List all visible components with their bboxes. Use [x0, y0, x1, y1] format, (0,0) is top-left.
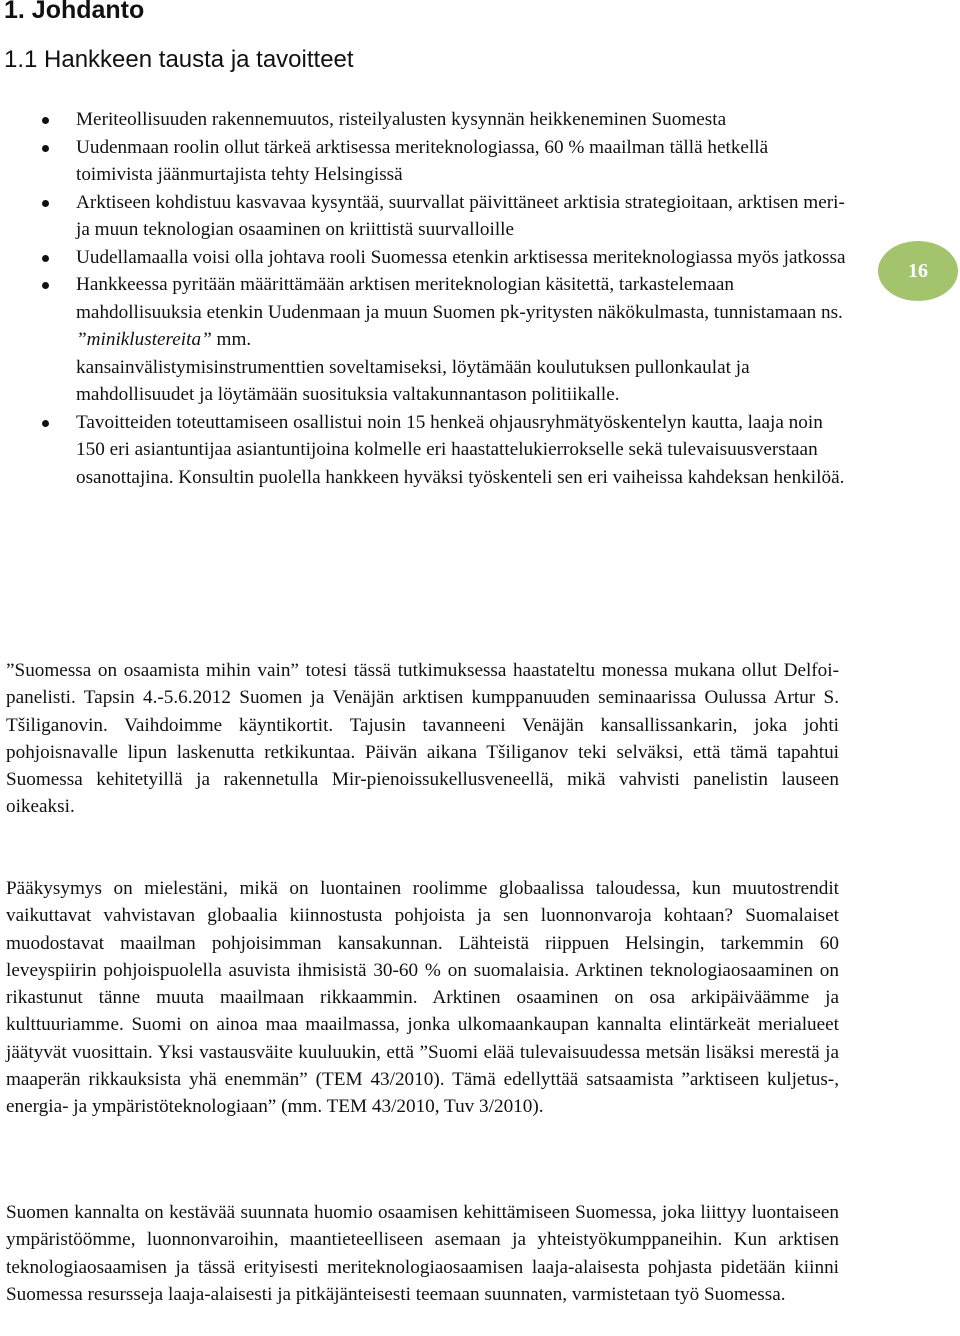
bullet-item	[76, 244, 848, 272]
body-paragraph: Pääkysymys on mielestäni, mikä on luontainen roolimme globaalissa taloudessa, kun muutostrendit vaikuttavat vahvistavan globaalia kiinnostusta pohjoista ja sen luonnonvaroja kohtaan? Suomalaiset muodostavat maailman pohjoisimman kansakunnan. Lähteistä riippuen Helsingin, tarkemmin 60 leveyspiirin pohjoispuolella asuvista ihmisistä 30-60 % on suomalaisia. Arktinen teknologiaosaaminen on rikastunut tänne muuta maailmaan rikkaammin. Arktinen osaaminen on osa arkipäiväämme ja kulttuuriamme. Suomi on ainoa maa maailmassa, jonka ulkomaankaupan kannalta elintärkeät merialueet jäätyvät vuosittain. Yksi vastausväite kuuluukin, että ”Suomi elää tulevaisuudessa metsän lisäksi merestä ja maaperän rikkauksista yhä enemmän” (TEM 43/2010). Tämä edellyttää satsaamista ”arktiseen kuljetus-, energia- ja ympäristöteknologiaan” (mm. TEM 43/2010, Tuv 3/2010).	[6, 878, 839, 1118]
bullet-text: Arktiseen kohdistuu kasvavaa kysyntää, suurvallat päivittäneet arktisia strategioitaan, arktisen meri- ja muun teknologian osaaminen on kriittistä suurvalloille	[76, 191, 845, 240]
bullet-text: Uudellamaalla voisi olla johtava rooli Suomessa etenkin arktisessa meriteknologiassa myös jatkossa	[76, 246, 846, 268]
bullet-text-before: Hankkeessa pyritään määrittämään arktisen meriteknologian käsitettä, tarkastelemaan mahdollisuuksia etenkin Uudenmaan ja muun Suomen pk-yritysten näkökulmasta, tunnistamaan ns.	[76, 274, 843, 323]
bullet-item	[76, 409, 848, 492]
body-paragraph: Suomen kannalta on kestävää suunnata huomio osaamisen kehittämiseen Suomessa, joka liittyy luontaiseen ympäristöömme, luonnonvaroihin, maantieteelliseen asemaan ja yhteistyökumppaneihin. Kun arktisen teknologiaosaamisen ja tässä erityisesti meriteknologiaosaamisen laaja-alaisesta pohjasta pidetään kiinni Suomessa resursseja laaja-alaisesti ja pitkäjänteisesti teemaan suunnaten, varmistetaan työ Suomessa.	[6, 1202, 839, 1305]
bullet-text: Tavoitteiden toteuttamiseen osallistui noin 15 henkeä ohjausryhmätyöskentelyn kautta, laaja noin 150 eri asiantuntijaa asiantuntijoina kolmelle eri haastattelukierrokselle sekä tulevaisuusverstaan osanottajina. Konsultin puolella hankkeen hyväksi työskenteli sen eri vaiheissa kahdeksan henkilöä.	[76, 411, 845, 488]
bullet-text: Meriteollisuuden rakennemuutos, risteilyalusten kysynnän heikkeneminen Suomesta	[76, 109, 727, 130]
bullet-item	[76, 134, 848, 189]
bullet-text: Uudenmaan roolin ollut tärkeä arktisessa meriteknologiassa, 60 % maailman tällä hetkellä toimivista jäänmurtajista tehty Helsingissä	[76, 136, 769, 185]
bullet-item	[76, 189, 848, 244]
page-number: 16	[908, 259, 928, 282]
chapter-heading: 1. Johdanto	[4, 0, 145, 24]
goals-bullet-list	[76, 106, 848, 491]
bullet-text-after: mm.	[211, 329, 252, 350]
page-number-badge	[878, 241, 958, 301]
body-paragraph: ”Suomessa on osaamista mihin vain” totesi tässä tutkimuksessa haastateltu monessa mukana ollut Delfoi-panelisti. Tapsin 4.-5.6.2012 Suomen ja Venäjän arktisen kumppanuuden seminaarissa Oulussa Artur S. Tšiliganovin. Vaihdoimme käyntikortit. Tajusin tavanneeni Venäjän kansallissankarin, joka johti pohjoisnavalle lipun laskenutta retkikuntaa. Päivän aikana Tšiliganov teki selväksi, että tämä tapahtui Suomessa kehitetyillä ja rakennetulla Mir-pienoissukellusveneellä, mikä vahvisti panelistin lauseen oikeaksi.	[6, 660, 839, 818]
section-heading: 1.1 Hankkeen tausta ja tavoitteet	[4, 46, 354, 73]
bullet-item	[76, 106, 848, 134]
bullet-italic-term: ”miniklustereita”	[76, 329, 212, 350]
bullet-text	[76, 271, 848, 354]
bullet-continuation: kansainvälistymisinstrumenttien soveltamiseksi, löytämään koulutuksen pullonkaulat ja mahdollisuudet ja löytämään suosituksia valtakunnantason politiikalle.	[76, 356, 750, 405]
bullet-item	[76, 271, 848, 409]
